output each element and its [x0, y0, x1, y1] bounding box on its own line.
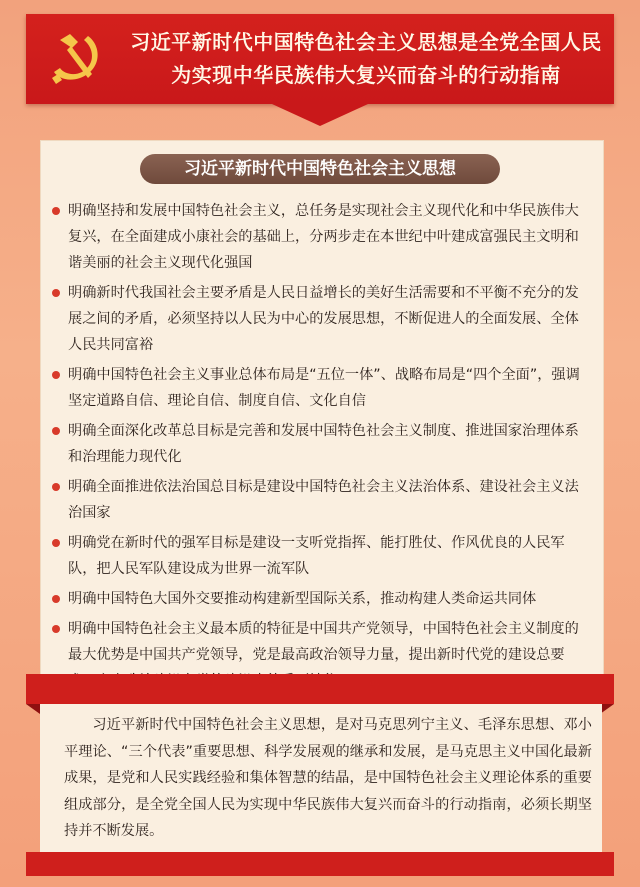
bullet-icon — [52, 539, 60, 547]
list-item-text: 明确全面推进依法治国总目标是建设中国特色社会主义法治体系、建设社会主义法治国家 — [68, 479, 579, 521]
list-item — [52, 362, 592, 414]
bottom-red-band — [26, 852, 614, 876]
list-item — [52, 586, 592, 612]
bullet-icon — [52, 289, 60, 297]
divider-fold-right — [600, 704, 614, 714]
bullet-icon — [52, 207, 60, 215]
list-item-text: 明确新时代我国社会主要矛盾是人民日益增长的美好生活需要和不平衡不充分的发展之间的矛盾，必须坚持以人民为中心的发展思想，不断促进人的全面发展、全体人民共同富裕 — [68, 285, 579, 353]
list-item — [52, 418, 592, 470]
title-banner — [26, 14, 614, 104]
list-item-text: 明确中国特色社会主义最本质的特征是中国共产党领导，中国特色社会主义制度的最大优势是中国共产党领导，党是最高政治领导力量，提出新时代党的建设总要 — [68, 621, 579, 663]
banner-title-line2: 为实现中华民族伟大复兴而奋斗的行动指南 — [171, 63, 561, 87]
bullet-icon — [52, 625, 60, 633]
banner-notch — [272, 104, 368, 126]
banner-title-line1: 习近平新时代中国特色社会主义思想是全党全国人民 — [130, 30, 602, 54]
red-divider-band — [26, 674, 614, 704]
banner-title — [126, 26, 606, 92]
list-item — [52, 474, 592, 526]
section-heading: 习近平新时代中国特色社会主义思想 — [140, 154, 500, 184]
summary-paragraph: 习近平新时代中国特色社会主义思想，是对马克思列宁主义、毛泽东思想、邓小平理论、“三个代表”重要思想、科学发展观的继承和发展，是马克思主义中国化最新成果，是党和人民实践经验和集体智慧的结晶，是中国特色社会主义理论体系的重要组成部分，是全党全国人民为实现中华民族伟大复兴而奋斗的行动指南，必须长期坚持并不断发展。 — [64, 717, 592, 839]
list-item — [52, 280, 592, 358]
list-item-text: 明确坚持和发展中国特色社会主义，总任务是实现社会主义现代化和中华民族伟大复兴，在全面建成小康社会的基础上，分两步走在本世纪中叶建成富强民主文明和谐美丽的社会主义现代化强国 — [68, 203, 579, 271]
bullet-icon — [52, 595, 60, 603]
list-item — [52, 530, 592, 582]
divider-fold-left — [26, 704, 40, 714]
list-item-text: 明确全面深化改革总目标是完善和发展中国特色社会主义制度、推进国家治理体系和治理能力现代化 — [68, 423, 579, 465]
principles-list — [52, 198, 592, 698]
list-item-text: 明确中国特色社会主义事业总体布局是“五位一体”、战略布局是“四个全面”，强调坚定道路自信、理论自信、制度自信、文化自信 — [68, 367, 580, 409]
bullet-icon — [52, 371, 60, 379]
bullet-icon — [52, 427, 60, 435]
hammer-and-sickle-icon — [44, 26, 108, 90]
list-item-text: 明确党在新时代的强军目标是建设一支听党指挥、能打胜仗、作风优良的人民军队，把人民军队建设成为世界一流军队 — [68, 535, 565, 577]
bullet-icon — [52, 483, 60, 491]
list-item — [52, 198, 592, 276]
list-item-text: 明确中国特色大国外交要推动构建新型国际关系，推动构建人类命运共同体 — [68, 591, 537, 607]
